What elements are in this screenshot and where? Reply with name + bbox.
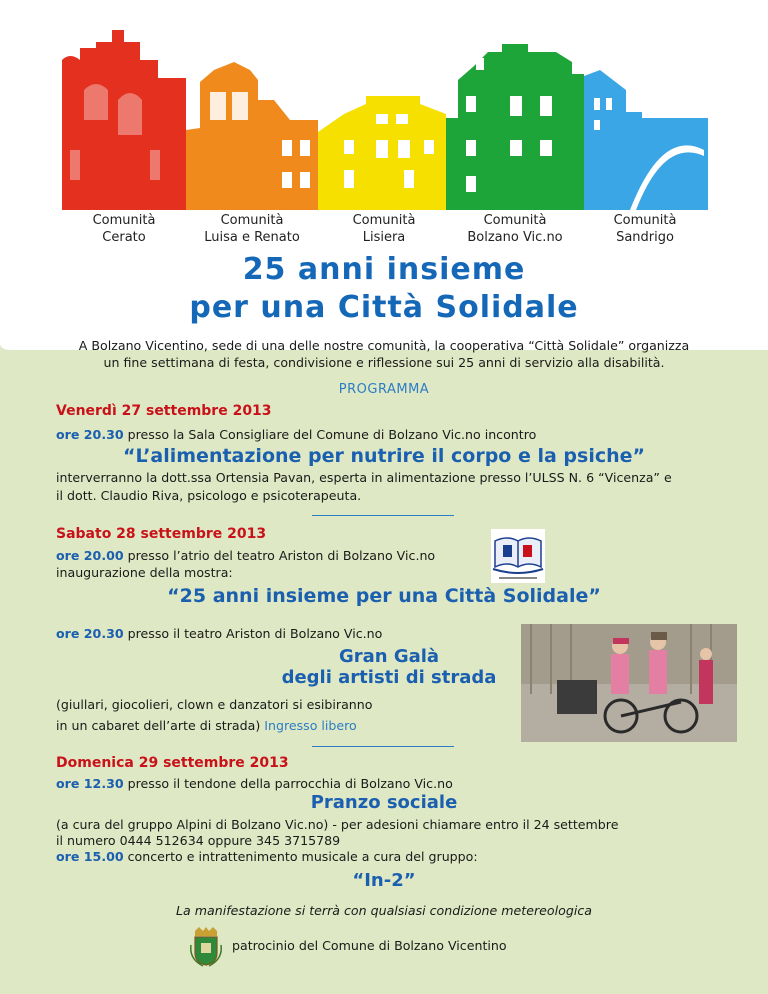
saturday-gala-title-2: degli artisti di strada	[281, 667, 497, 688]
sunday-date: Domenica 29 settembre 2013	[56, 755, 289, 771]
skyline-illustration	[0, 0, 768, 215]
saturday-time-line-2: ore 20.30 presso il teatro Ariston di Bolzano Vic.no	[56, 626, 383, 641]
saturday-exhibition-title: “25 anni insieme per una Città Solidale”	[167, 585, 601, 607]
patronage-text: patrocinio del Comune di Bolzano Vicentino	[232, 938, 507, 953]
title-line-1: 25 anni insieme	[242, 252, 526, 287]
friday-date: Venerdì 27 settembre 2013	[56, 403, 272, 419]
building-lisiera-icon	[318, 96, 446, 210]
divider	[312, 746, 454, 747]
saturday-desc-1: (giullari, giocolieri, clown e danzatori si esibiranno	[56, 697, 373, 712]
sunday-time-line-2: ore 15.00 concerto e intrattenimento musicale a cura del gruppo:	[56, 849, 478, 864]
sunday-desc-1: (a cura del gruppo Alpini di Bolzano Vic.no) - per adesioni chiamare entro il 24 settembre	[56, 817, 619, 832]
sunday-concert-title: “In-2”	[352, 870, 416, 891]
community-label-bolzano: Comunità Bolzano Vic.no	[467, 213, 563, 245]
divider	[312, 515, 454, 516]
saturday-date: Sabato 28 settembre 2013	[56, 526, 267, 542]
title-line-2: per una Città Solidale	[189, 290, 579, 325]
community-label-cerato: Comunità Cerato	[92, 213, 156, 245]
friday-desc-2: il dott. Claudio Riva, psicologo e psicoterapeuta.	[56, 488, 362, 503]
sunday-time-line-1: ore 12.30 presso il tendone della parrocchia di Bolzano Vic.no	[56, 776, 453, 791]
sunday-lunch-title: Pranzo sociale	[310, 792, 458, 813]
community-label-luisa-renato: Comunità Luisa e Renato	[204, 213, 300, 245]
building-luisa-renato-icon	[186, 62, 318, 210]
community-label-lisiera: Comunità Lisiera	[352, 213, 416, 245]
exhibition-book-logo-icon	[489, 527, 547, 585]
saturday-time-line-1: ore 20.00 presso l’atrio del teatro Ariston di Bolzano Vic.no	[56, 548, 436, 563]
friday-desc-1: interverranno la dott.ssa Ortensia Pavan, esperta in alimentazione presso l’ULSS N. 6 “Vicenza” e	[56, 470, 672, 485]
building-sandrigo-icon	[584, 70, 708, 210]
community-labels	[0, 212, 768, 252]
saturday-gala-title-1: Gran Galà	[338, 646, 440, 667]
sunday-desc-2: il numero 0444 512634 oppure 345 3715789	[56, 833, 341, 848]
friday-time-line: ore 20.30 presso la Sala Consigliare del Comune di Bolzano Vic.no incontro	[56, 427, 537, 442]
street-artists-photo	[521, 624, 737, 742]
programma-heading: PROGRAMMA	[338, 382, 430, 397]
municipality-crest-icon	[189, 925, 223, 967]
building-bolzano-icon	[446, 44, 584, 210]
weather-note: La manifestazione si terrà con qualsiasi condizione metereologica	[176, 903, 592, 918]
friday-event-title: “L’alimentazione per nutrire il corpo e la psiche”	[122, 445, 646, 467]
saturday-exhibition-line: inaugurazione della mostra:	[56, 565, 233, 580]
intro-text: A Bolzano Vicentino, sede di una delle nostre comunità, la cooperativa “Città Solidale” organizza un fine settimana di festa, condivisione e riflessione sui 25 anni di servizio alla disabilità.	[78, 338, 690, 370]
community-label-sandrigo: Comunità Sandrigo	[613, 213, 677, 245]
saturday-desc-2: in un cabaret dell’arte di strada) Ingresso libero	[56, 718, 357, 733]
building-cerato-icon	[62, 30, 186, 210]
